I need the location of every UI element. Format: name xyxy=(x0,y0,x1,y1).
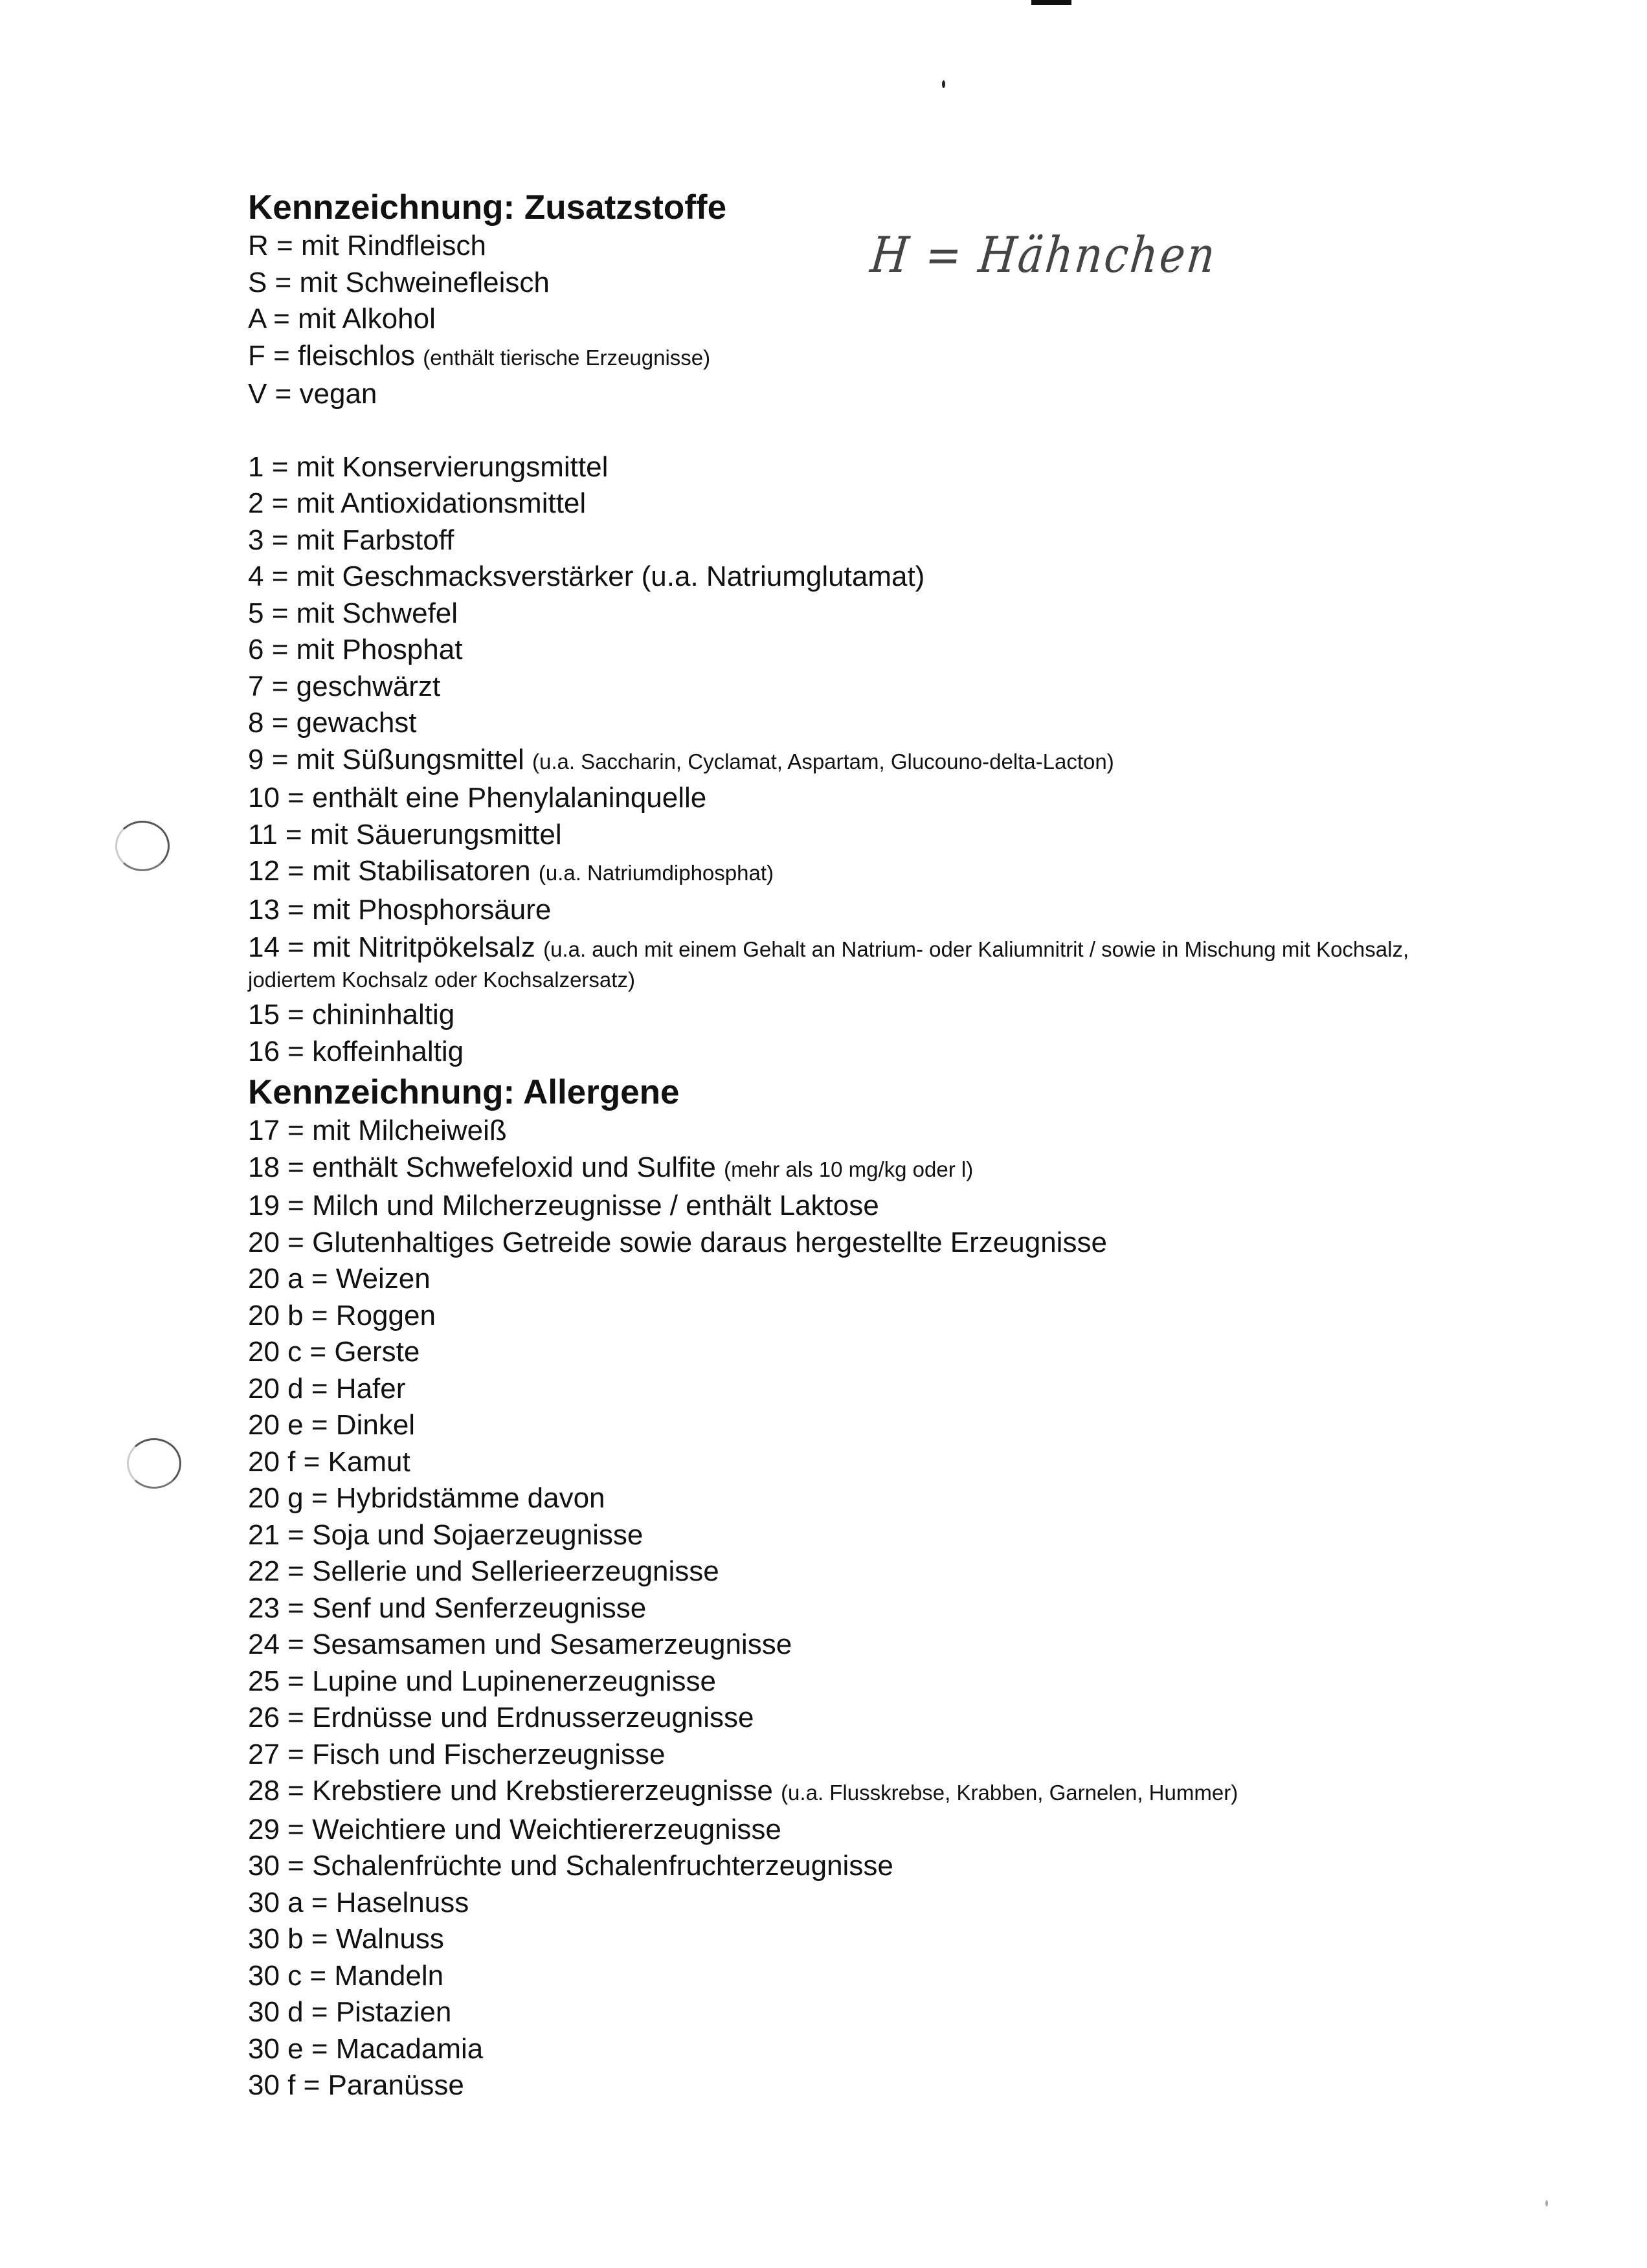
legend-code: 14 xyxy=(248,931,280,963)
legend-item xyxy=(248,1885,1543,1922)
legend-text: Hafer xyxy=(335,1372,406,1405)
legend-item xyxy=(248,997,1543,1034)
legend-separator: = xyxy=(302,1959,335,1992)
legend-item xyxy=(248,1700,1543,1737)
legend-separator: = xyxy=(265,303,298,335)
legend-item xyxy=(248,265,1543,302)
legend-separator: = xyxy=(267,266,300,298)
legend-item xyxy=(248,1773,1543,1812)
legend-code: 20 e xyxy=(248,1409,304,1441)
scan-artifact-dot-bottom xyxy=(1545,2200,1548,2207)
legend-item xyxy=(248,595,1543,632)
legend-code: 20 b xyxy=(248,1299,304,1331)
legend-item xyxy=(248,2031,1543,2068)
legend-item xyxy=(248,559,1543,595)
legend-item xyxy=(248,1188,1543,1225)
legend-separator: = xyxy=(279,1226,313,1258)
legend-code: 12 xyxy=(248,855,280,887)
legend-separator: = xyxy=(279,855,313,887)
legend-item xyxy=(248,1553,1543,1590)
legend-separator: = xyxy=(303,1263,336,1295)
legend-text: mit Alkohol xyxy=(298,303,436,335)
legend-text: enthält Schwefeloxid und Sulfite xyxy=(312,1151,716,1183)
scan-artifact-dot xyxy=(942,80,945,88)
legend-separator: = xyxy=(263,487,297,519)
legend-code: A xyxy=(248,303,265,335)
legend-text: mit Phosphat xyxy=(296,634,463,665)
punch-hole-icon xyxy=(115,821,170,871)
legend-item xyxy=(248,1627,1543,1663)
legend-separator: = xyxy=(263,707,297,739)
legend-code: 20 f xyxy=(248,1445,296,1478)
legend-text: Weizen xyxy=(335,1263,431,1295)
legend-item xyxy=(248,928,1433,997)
legend-separator: = xyxy=(268,230,301,261)
legend-separator: = xyxy=(303,1886,336,1918)
legend-text: geschwärzt xyxy=(296,670,441,702)
legend-note: (u.a. auch mit einem Gehalt an Natrium- oder Kaliumnitrit / sowie in Mischung mit Kochsalz, jodiertem Kochsalz oder Kochsalzersatz) xyxy=(248,937,1409,992)
legend-item xyxy=(248,780,1543,817)
legend-text: mit Nitritpökelsalz xyxy=(312,931,535,963)
legend-text: mit Stabilisatoren xyxy=(312,855,531,887)
legend-code: F xyxy=(248,339,265,372)
legend-separator: = xyxy=(295,1445,328,1478)
legend-separator: = xyxy=(279,999,313,1030)
legend-text: mit Phosphorsäure xyxy=(312,893,552,926)
legend-code: 21 xyxy=(248,1518,280,1551)
legend-item xyxy=(248,1371,1543,1408)
legend-text: mit Farbstoff xyxy=(296,524,454,556)
legend-text: Soja und Sojaerzeugnisse xyxy=(312,1518,644,1551)
legend-separator: = xyxy=(303,1299,336,1331)
legend-separator: = xyxy=(277,818,310,850)
legend-code: 30 d xyxy=(248,1996,304,2028)
legend-separator: = xyxy=(303,2032,336,2065)
legend-code: 30 xyxy=(248,1850,280,1882)
legend-text: Krebstiere und Krebstiererzeugnisse xyxy=(312,1775,773,1807)
legend-code: 27 xyxy=(248,1738,280,1770)
legend-text: Gerste xyxy=(334,1336,420,1368)
legend-separator: = xyxy=(279,1775,313,1807)
legend-code: 30 c xyxy=(248,1959,302,1992)
legend-text: mit Geschmacksverstärker (u.a. Natriumglutamat) xyxy=(296,561,925,592)
legend-text: Erdnüsse und Erdnusserzeugnisse xyxy=(312,1702,754,1733)
legend-separator: = xyxy=(279,1665,313,1697)
legend-item xyxy=(248,1261,1543,1298)
legend-item xyxy=(248,1663,1543,1700)
legend-item xyxy=(248,376,1543,413)
legend-code: 11 xyxy=(248,818,278,850)
legend-code: 18 xyxy=(248,1151,280,1183)
legend-text: koffeinhaltig xyxy=(312,1035,464,1067)
legend-item xyxy=(248,1334,1543,1371)
legend-code: 23 xyxy=(248,1592,280,1624)
legend-item xyxy=(248,1225,1543,1262)
legend-text: Fisch und Fischerzeugnisse xyxy=(312,1738,666,1770)
legend-text: Schalenfrüchte und Schalenfruchterzeugnisse xyxy=(312,1850,893,1882)
legend-text: mit Milcheiweiß xyxy=(312,1115,507,1146)
legend-code: R xyxy=(248,230,269,261)
legend-code: 6 xyxy=(248,634,264,665)
legend-item xyxy=(248,228,1543,265)
legend-content xyxy=(248,188,1543,2104)
legend-separator: = xyxy=(279,782,313,814)
legend-code: 30 b xyxy=(248,1923,304,1955)
legend-code: 1 xyxy=(248,450,264,483)
legend-separator: = xyxy=(263,597,297,629)
legend-separator: = xyxy=(265,339,298,372)
legend-separator: = xyxy=(279,1151,313,1183)
legend-separator: = xyxy=(279,931,313,963)
legend-code: 22 xyxy=(248,1555,280,1587)
legend-item xyxy=(248,1590,1543,1627)
handwritten-note: H = Hähnchen xyxy=(868,227,1220,284)
legend-code: 30 e xyxy=(248,2032,304,2065)
legend-code: 5 xyxy=(248,597,264,629)
legend-code: 19 xyxy=(248,1190,280,1221)
legend-code: 28 xyxy=(248,1775,280,1807)
legend-item xyxy=(248,1407,1543,1444)
legend-separator: = xyxy=(303,1372,336,1405)
legend-separator: = xyxy=(279,1035,313,1067)
legend-text: Weichtiere und Weichtiererzeugnisse xyxy=(312,1813,781,1845)
legend-code: 25 xyxy=(248,1665,280,1697)
scan-artifact-top-mark xyxy=(1031,0,1071,5)
legend-separator: = xyxy=(267,378,300,410)
legend-code: 3 xyxy=(248,524,264,556)
legend-item xyxy=(248,522,1543,559)
legend-separator: = xyxy=(279,1190,313,1221)
legend-separator: = xyxy=(263,634,297,665)
legend-code: 29 xyxy=(248,1813,280,1845)
legend-separator: = xyxy=(263,743,297,775)
legend-text: Roggen xyxy=(335,1299,436,1331)
legend-code: 2 xyxy=(248,487,264,519)
legend-text: Haselnuss xyxy=(335,1886,469,1918)
legend-text: mit Konservierungsmittel xyxy=(296,450,609,483)
legend-code: 30 a xyxy=(248,1886,304,1918)
legend-text: Walnuss xyxy=(335,1923,444,1955)
legend-code: V xyxy=(248,378,267,410)
legend-item xyxy=(248,1921,1543,1958)
legend-separator: = xyxy=(303,1923,336,1955)
legend-text: enthält eine Phenylalaninquelle xyxy=(312,782,707,814)
legend-text: Pistazien xyxy=(335,1996,452,2028)
legend-code: 13 xyxy=(248,893,280,926)
legend-text: Hybridstämme davon xyxy=(335,1482,605,1514)
legend-separator: = xyxy=(302,1336,335,1368)
legend-code: 17 xyxy=(248,1115,280,1146)
legend-code: S xyxy=(248,266,267,298)
legend-separator: = xyxy=(279,1518,313,1551)
legend-code: 15 xyxy=(248,999,280,1030)
legend-separator: = xyxy=(303,1996,336,2028)
legend-text: chininhaltig xyxy=(312,999,455,1030)
legend-code: 20 xyxy=(248,1226,280,1258)
punch-hole-icon xyxy=(127,1438,181,1489)
legend-code: 20 g xyxy=(248,1482,304,1514)
legend-code: 16 xyxy=(248,1035,280,1067)
legend-separator: = xyxy=(279,893,313,926)
legend-note: (u.a. Flusskrebse, Krabben, Garnelen, Hummer) xyxy=(781,1781,1238,1805)
legend-code: 26 xyxy=(248,1702,280,1733)
legend-text: Glutenhaltiges Getreide sowie daraus hergestellte Erzeugnisse xyxy=(312,1226,1107,1258)
legend-item xyxy=(248,1444,1543,1481)
legend-note: (u.a. Natriumdiphosphat) xyxy=(538,861,774,885)
legend-item xyxy=(248,1812,1543,1849)
legend-separator: = xyxy=(263,524,297,556)
legend-code: 10 xyxy=(248,782,280,814)
legend-text: Sesamsamen und Sesamerzeugnisse xyxy=(312,1629,792,1660)
legend-text: mit Schweinefleisch xyxy=(299,266,550,298)
legend-code: 20 c xyxy=(248,1336,302,1368)
legend-item xyxy=(248,817,1543,854)
legend-text: Lupine und Lupinenerzeugnisse xyxy=(312,1665,716,1697)
legend-separator: = xyxy=(279,1115,313,1146)
legend-separator: = xyxy=(279,1850,313,1882)
legend-item xyxy=(248,1480,1543,1517)
legend-code: 9 xyxy=(248,743,264,775)
legend-item xyxy=(248,1737,1543,1773)
legend-item xyxy=(248,632,1543,669)
legend-note: (enthält tierische Erzeugnisse) xyxy=(423,345,711,370)
legend-separator: = xyxy=(295,2069,328,2101)
legend-code: 20 a xyxy=(248,1263,304,1295)
legend-code: 20 d xyxy=(248,1372,304,1405)
legend-item xyxy=(248,669,1543,706)
legend-item xyxy=(248,1848,1543,1885)
legend-text: mit Antioxidationsmittel xyxy=(296,487,587,519)
legend-text: Sellerie und Sellerieerzeugnisse xyxy=(312,1555,719,1587)
legend-item xyxy=(248,1113,1543,1150)
legend-text: vegan xyxy=(299,378,377,410)
legend-item xyxy=(248,1298,1543,1335)
legend-item xyxy=(248,1150,1543,1188)
legend-separator: = xyxy=(263,450,297,483)
legend-text: mit Schwefel xyxy=(296,597,458,629)
legend-item xyxy=(248,1034,1543,1071)
legend-text: mit Säuerungsmittel xyxy=(309,818,562,850)
legend-item xyxy=(248,449,1543,486)
legend-separator: = xyxy=(263,561,297,592)
legend-text: Dinkel xyxy=(335,1409,416,1441)
legend-text: Mandeln xyxy=(334,1959,444,1992)
legend-text: Macadamia xyxy=(335,2032,484,2065)
legend-item xyxy=(248,742,1543,781)
legend-separator: = xyxy=(279,1592,313,1624)
legend-separator: = xyxy=(303,1482,336,1514)
legend-item xyxy=(248,485,1543,522)
group-spacer xyxy=(248,413,1543,449)
legend-code: 24 xyxy=(248,1629,280,1660)
legend-item xyxy=(248,892,1543,929)
legend-item xyxy=(248,853,1543,892)
legend-item xyxy=(248,2067,1543,2104)
legend-code: 30 f xyxy=(248,2069,296,2101)
legend-item xyxy=(248,1958,1543,1995)
legend-separator: = xyxy=(279,1738,313,1770)
legend-separator: = xyxy=(279,1702,313,1733)
legend-item xyxy=(248,1517,1543,1554)
legend-text: fleischlos xyxy=(298,339,416,372)
legend-text: mit Süßungsmittel xyxy=(296,743,524,775)
section-heading: Kennzeichnung: Allergene xyxy=(248,1073,680,1111)
legend-separator: = xyxy=(279,1555,313,1587)
legend-text: gewachst xyxy=(296,707,417,739)
legend-code: 8 xyxy=(248,707,264,739)
legend-code: 7 xyxy=(248,670,264,702)
legend-separator: = xyxy=(263,670,297,702)
legend-text: Senf und Senferzeugnisse xyxy=(312,1592,647,1624)
legend-text: Kamut xyxy=(328,1445,410,1478)
section-heading: Kennzeichnung: Zusatzstoffe xyxy=(248,188,727,227)
legend-text: Paranüsse xyxy=(328,2069,464,2101)
legend-separator: = xyxy=(279,1629,313,1660)
legend-note: (u.a. Saccharin, Cyclamat, Aspartam, Glucouno-delta-Lacton) xyxy=(532,749,1114,773)
legend-text: Milch und Milcherzeugnisse / enthält Laktose xyxy=(312,1190,879,1221)
legend-note: (mehr als 10 mg/kg oder l) xyxy=(724,1157,974,1181)
legend-separator: = xyxy=(279,1813,313,1845)
legend-text: mit Rindfleisch xyxy=(300,230,487,261)
legend-item xyxy=(248,301,1543,338)
legend-item xyxy=(248,338,1543,377)
legend-separator: = xyxy=(303,1409,336,1441)
legend-item xyxy=(248,1994,1543,2031)
legend-code: 4 xyxy=(248,561,264,592)
legend-item xyxy=(248,705,1543,742)
